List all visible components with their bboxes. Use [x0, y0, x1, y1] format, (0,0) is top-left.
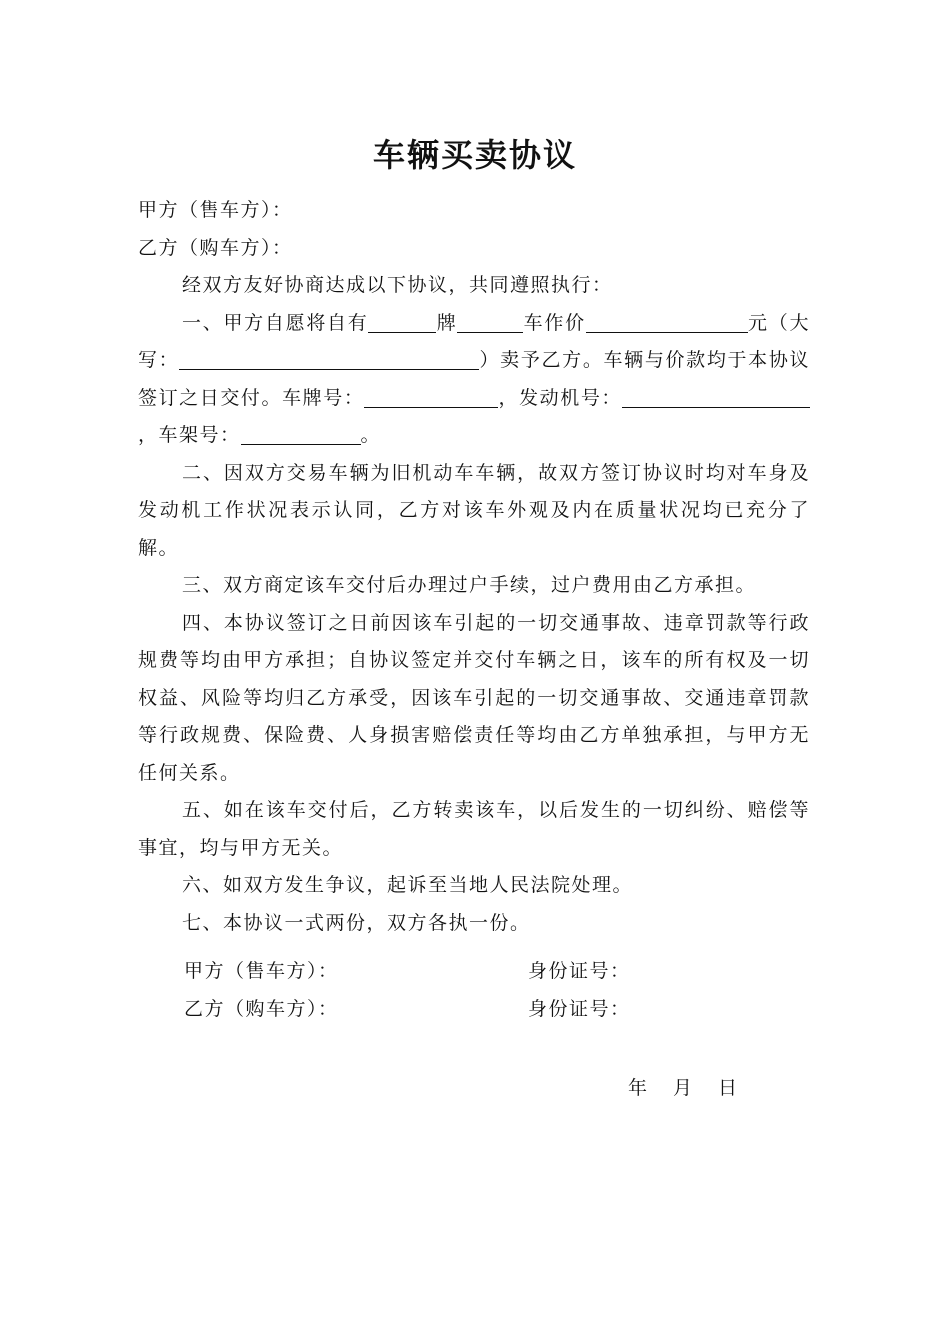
signature-id-b: 身份证号：	[528, 998, 631, 1020]
signature-id-a: 身份证号：	[528, 960, 631, 982]
clause-1	[138, 305, 810, 455]
engine-number-blank-2	[690, 383, 810, 408]
document-body	[138, 192, 810, 942]
clause-1-text-c: 车作价	[523, 311, 586, 334]
price-blank	[586, 308, 748, 333]
clause-1-text-e: ）卖予乙方。车辆与价款均于本协议签订之日交付。车牌号：	[138, 349, 810, 409]
date-day: 日	[718, 1077, 738, 1099]
clause-4: 四、本协议签订之日前因该车引起的一切交通事故、违章罚款等行政规费等均由甲方承担；自协议签定并交付车辆之日，该车的所有权及一切权益、风险等均归乙方承受，因该车引起的一切交通事故、交通违章罚款等行政规费、保险费、人身损害赔偿责任等均由乙方单独承担，与甲方无任何关系。	[138, 611, 810, 784]
clause-5: 五、如在该车交付后，乙方转卖该车，以后发生的一切纠纷、赔偿等事宜，均与甲方无关。	[138, 799, 810, 859]
clause-1-text-b: 牌	[436, 311, 458, 334]
party-b-line: 乙方（购车方）：	[138, 236, 293, 259]
party-a-line: 甲方（售车方）：	[138, 199, 293, 221]
document-title: 车辆买卖协议	[372, 136, 577, 174]
brand-blank	[368, 308, 436, 333]
clause-7: 七、本协议一式两份，双方各执一份。	[182, 911, 531, 934]
engine-number-blank-1	[622, 383, 690, 408]
clause-1-text-h: 。	[360, 424, 382, 446]
clause-1-text-a: 一、甲方自愿将自有	[182, 311, 369, 334]
clause-2: 二、因双方交易车辆为旧机动车车辆，故双方签订协议时均对车身及发动机工作状况表示认同，乙方对该车外观及内在质量状况均已充分了解。	[138, 461, 810, 559]
clause-1-text-d: 元（大写：	[138, 311, 810, 371]
clause-1-text-f: ，发动机号：	[498, 386, 622, 409]
clause-1-text-g: ，车架号：	[138, 424, 241, 446]
signature-party-a: 甲方（售车方）：	[184, 960, 339, 982]
vin-blank	[241, 420, 361, 445]
intro-paragraph: 经双方友好协商达成以下协议，共同遵照执行：	[182, 274, 613, 296]
plate-number-blank	[364, 383, 498, 408]
clause-6: 六、如双方发生争议，起诉至当地人民法院处理。	[182, 874, 634, 896]
date-year: 年	[628, 1077, 648, 1099]
signature-party-b: 乙方（购车方）：	[184, 998, 339, 1020]
price-words-blank	[179, 345, 479, 370]
clause-3: 三、双方商定该车交付后办理过户手续，过户费用由乙方承担。	[182, 574, 757, 596]
signing-date	[628, 1073, 763, 1100]
model-blank	[457, 308, 523, 333]
date-month: 月	[673, 1077, 693, 1099]
